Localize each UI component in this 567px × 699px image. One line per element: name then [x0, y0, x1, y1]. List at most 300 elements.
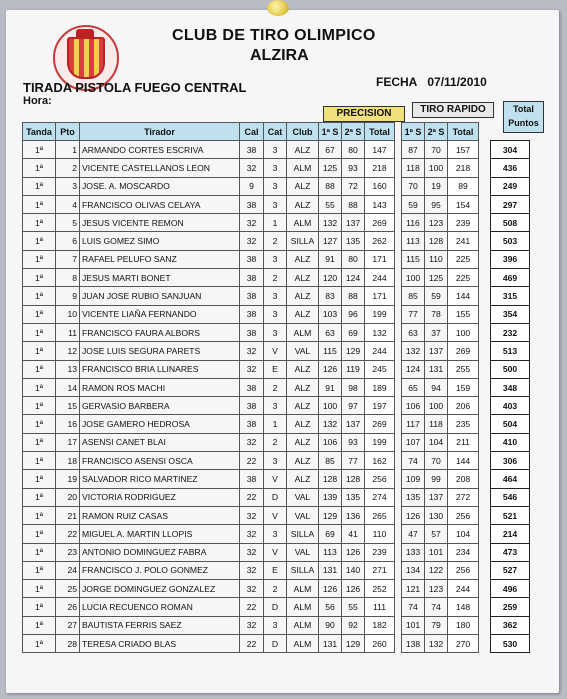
cell-rapido-s1: 70 — [402, 177, 425, 195]
cell-rapido-s2: 131 — [425, 360, 448, 378]
cell-precision-s1: 91 — [319, 250, 342, 268]
cell-rapido-total: 89 — [448, 177, 479, 195]
cell-precision-s2: 41 — [342, 525, 365, 543]
table-row — [23, 195, 530, 213]
cell-rapido-s1: 113 — [402, 232, 425, 250]
cell-cal: 32 — [240, 525, 264, 543]
cell-precision-s2: 93 — [342, 433, 365, 451]
table-row — [23, 561, 530, 579]
cell-precision-s1: 90 — [319, 616, 342, 634]
cell-pto: 14 — [56, 378, 80, 396]
cell-club: SILLA — [287, 525, 319, 543]
cell-precision-s2: 119 — [342, 360, 365, 378]
cell-tanda: 1ª — [23, 397, 56, 415]
cell-tanda: 1ª — [23, 141, 56, 159]
cell-precision-total: 271 — [365, 561, 395, 579]
cell-precision-s2: 129 — [342, 635, 365, 653]
cell-rapido-s1: 77 — [402, 305, 425, 323]
cell-precision-s2: 128 — [342, 470, 365, 488]
cell-club: SILLA — [287, 561, 319, 579]
pushpin-icon — [267, 0, 289, 16]
cell-club: ALZ — [287, 360, 319, 378]
cell-precision-s1: 106 — [319, 433, 342, 451]
cell-cal: 32 — [240, 214, 264, 232]
cell-tirador: LUCIA RECUENCO ROMAN — [80, 598, 240, 616]
cell-rapido-s1: 65 — [402, 378, 425, 396]
cell-precision-total: 182 — [365, 616, 395, 634]
cell-total-puntos: 496 — [491, 580, 530, 598]
cell-rapido-s1: 106 — [402, 397, 425, 415]
cell-pto: 24 — [56, 561, 80, 579]
cell-club: ALZ — [287, 141, 319, 159]
cell-tirador: VICTORIA RODRIGUEZ — [80, 488, 240, 506]
cell-rapido-s2: 118 — [425, 415, 448, 433]
cell-precision-s2: 126 — [342, 543, 365, 561]
cell-tanda: 1ª — [23, 360, 56, 378]
cell-precision-s1: 126 — [319, 360, 342, 378]
total-puntos-header: Total Puntos — [503, 101, 544, 133]
cell-cat: 3 — [264, 305, 287, 323]
cell-rapido-s1: 87 — [402, 141, 425, 159]
cell-tanda: 1ª — [23, 378, 56, 396]
cell-precision-s2: 124 — [342, 269, 365, 287]
cell-cal: 32 — [240, 506, 264, 524]
cell-rapido-s2: 100 — [425, 397, 448, 415]
cell-rapido-s1: 100 — [402, 269, 425, 287]
cell-tanda: 1ª — [23, 470, 56, 488]
cell-rapido-s2: 70 — [425, 141, 448, 159]
cell-rapido-s2: 59 — [425, 287, 448, 305]
table-row — [23, 616, 530, 634]
cell-rapido-s2: 79 — [425, 616, 448, 634]
table-row — [23, 397, 530, 415]
cell-tanda: 1ª — [23, 342, 56, 360]
cell-tanda: 1ª — [23, 580, 56, 598]
cell-rapido-total: 180 — [448, 616, 479, 634]
col-cal: Cal — [240, 123, 264, 141]
cell-precision-s1: 126 — [319, 580, 342, 598]
cell-club: ALZ — [287, 269, 319, 287]
cell-cat: 3 — [264, 250, 287, 268]
cell-cat: 1 — [264, 214, 287, 232]
cell-precision-s1: 120 — [319, 269, 342, 287]
table-row — [23, 323, 530, 341]
cell-total-puntos: 513 — [491, 342, 530, 360]
cell-pto: 18 — [56, 452, 80, 470]
cell-precision-s1: 127 — [319, 232, 342, 250]
cell-club: ALM — [287, 616, 319, 634]
cell-rapido-s2: 128 — [425, 232, 448, 250]
table-row — [23, 360, 530, 378]
cell-club: ALZ — [287, 195, 319, 213]
cell-tanda: 1ª — [23, 250, 56, 268]
cell-total-puntos: 469 — [491, 269, 530, 287]
cell-cat: D — [264, 598, 287, 616]
col-cat: Cat — [264, 123, 287, 141]
cell-cal: 38 — [240, 415, 264, 433]
cell-tirador: GERVASIO BARBERA — [80, 397, 240, 415]
cell-cat: 3 — [264, 141, 287, 159]
cell-cal: 32 — [240, 232, 264, 250]
cell-precision-s2: 55 — [342, 598, 365, 616]
cell-precision-total: 143 — [365, 195, 395, 213]
cell-total-puntos: 259 — [491, 598, 530, 616]
cell-rapido-s1: 134 — [402, 561, 425, 579]
cell-cat: 3 — [264, 452, 287, 470]
cell-cal: 22 — [240, 598, 264, 616]
cell-precision-s1: 103 — [319, 305, 342, 323]
cell-tanda: 1ª — [23, 635, 56, 653]
cell-cal: 32 — [240, 159, 264, 177]
cell-rapido-s1: 115 — [402, 250, 425, 268]
cell-precision-s1: 129 — [319, 506, 342, 524]
cell-tirador: BAUTISTA FERRIS SAEZ — [80, 616, 240, 634]
cell-rapido-total: 225 — [448, 250, 479, 268]
cell-cat: 2 — [264, 580, 287, 598]
cell-tirador: JOSE GAMERO HEDROSA — [80, 415, 240, 433]
cell-precision-s1: 132 — [319, 415, 342, 433]
cell-tanda: 1ª — [23, 488, 56, 506]
table-row — [23, 177, 530, 195]
cell-rapido-total: 211 — [448, 433, 479, 451]
cell-precision-s1: 125 — [319, 159, 342, 177]
cell-tanda: 1ª — [23, 159, 56, 177]
cell-pto: 15 — [56, 397, 80, 415]
cell-club: ALM — [287, 635, 319, 653]
cell-pto: 25 — [56, 580, 80, 598]
cell-precision-total: 199 — [365, 433, 395, 451]
cell-club: VAL — [287, 342, 319, 360]
cell-tanda: 1ª — [23, 452, 56, 470]
cell-cat: V — [264, 470, 287, 488]
cell-precision-total: 171 — [365, 287, 395, 305]
cell-club: ALZ — [287, 433, 319, 451]
cell-cal: 38 — [240, 378, 264, 396]
cell-precision-total: 262 — [365, 232, 395, 250]
cell-rapido-s2: 104 — [425, 433, 448, 451]
cell-pto: 2 — [56, 159, 80, 177]
cell-total-puntos: 521 — [491, 506, 530, 524]
cell-rapido-s2: 37 — [425, 323, 448, 341]
cell-precision-total: 162 — [365, 452, 395, 470]
hora-label: Hora: — [23, 95, 52, 107]
cell-rapido-s1: 59 — [402, 195, 425, 213]
cell-precision-total: 160 — [365, 177, 395, 195]
cell-precision-total: 197 — [365, 397, 395, 415]
table-row — [23, 214, 530, 232]
cell-rapido-s2: 125 — [425, 269, 448, 287]
cell-precision-s2: 93 — [342, 159, 365, 177]
cell-precision-s2: 92 — [342, 616, 365, 634]
cell-club: ALZ — [287, 470, 319, 488]
cell-rapido-s2: 78 — [425, 305, 448, 323]
cell-cal: 32 — [240, 360, 264, 378]
cell-club: ALM — [287, 598, 319, 616]
cell-precision-s2: 88 — [342, 195, 365, 213]
cell-tirador: LUIS GOMEZ SIMO — [80, 232, 240, 250]
cell-club: ALM — [287, 159, 319, 177]
cell-tanda: 1ª — [23, 305, 56, 323]
cell-club: VAL — [287, 488, 319, 506]
cell-precision-s2: 137 — [342, 415, 365, 433]
cell-cat: 3 — [264, 525, 287, 543]
cell-club: ALZ — [287, 397, 319, 415]
cell-tirador: FRANCISCO BRIA LLINARES — [80, 360, 240, 378]
cell-club: ALM — [287, 580, 319, 598]
cell-rapido-s1: 126 — [402, 506, 425, 524]
cell-precision-total: 132 — [365, 323, 395, 341]
cell-tirador: JOSE LUIS SEGURA PARETS — [80, 342, 240, 360]
cell-cal: 32 — [240, 342, 264, 360]
cell-tirador: JESUS VICENTE REMON — [80, 214, 240, 232]
cell-cat: 3 — [264, 287, 287, 305]
cell-tirador: FRANCISCO ASENSI OSCA — [80, 452, 240, 470]
cell-total-puntos: 500 — [491, 360, 530, 378]
cell-precision-s2: 137 — [342, 214, 365, 232]
table-row — [23, 415, 530, 433]
cell-tirador: RAMON RUIZ CASAS — [80, 506, 240, 524]
cell-precision-s1: 100 — [319, 397, 342, 415]
cell-precision-total: 244 — [365, 342, 395, 360]
cell-rapido-s2: 123 — [425, 214, 448, 232]
cell-precision-s1: 63 — [319, 323, 342, 341]
cell-precision-total: 171 — [365, 250, 395, 268]
cell-total-puntos: 464 — [491, 470, 530, 488]
cell-cat: D — [264, 488, 287, 506]
cell-precision-s2: 136 — [342, 506, 365, 524]
cell-cat: 2 — [264, 232, 287, 250]
cell-total-puntos: 249 — [491, 177, 530, 195]
cell-tirador: FRANCISCO J. POLO GONMEZ — [80, 561, 240, 579]
precision-group-header: PRECISION — [323, 106, 405, 122]
cell-cat: 2 — [264, 378, 287, 396]
cell-precision-s1: 85 — [319, 452, 342, 470]
cell-club: VAL — [287, 543, 319, 561]
table-row — [23, 269, 530, 287]
table-row — [23, 470, 530, 488]
cell-rapido-total: 148 — [448, 598, 479, 616]
cell-pto: 7 — [56, 250, 80, 268]
results-table — [22, 122, 530, 653]
cell-tanda: 1ª — [23, 287, 56, 305]
tiro-rapido-group-header: TIRO RAPIDO — [412, 102, 494, 118]
cell-pto: 27 — [56, 616, 80, 634]
cell-pto: 1 — [56, 141, 80, 159]
city-title: ALZIRA — [250, 47, 309, 64]
cell-tirador: SALVADOR RICO MARTINEZ — [80, 470, 240, 488]
cell-rapido-s1: 117 — [402, 415, 425, 433]
cell-tirador: JORGE DOMINGUEZ GONZALEZ — [80, 580, 240, 598]
table-row — [23, 598, 530, 616]
col-tirador: Tirador — [80, 123, 240, 141]
cell-tirador: ARMANDO CORTES ESCRIVA — [80, 141, 240, 159]
cell-precision-total: 111 — [365, 598, 395, 616]
cell-rapido-s2: 100 — [425, 159, 448, 177]
col-tanda: Tanda — [23, 123, 56, 141]
cell-cat: 2 — [264, 433, 287, 451]
cell-rapido-s2: 101 — [425, 543, 448, 561]
cell-tanda: 1ª — [23, 415, 56, 433]
cell-club: ALM — [287, 323, 319, 341]
cell-total-puntos: 315 — [491, 287, 530, 305]
cell-total-puntos: 503 — [491, 232, 530, 250]
table-row — [23, 250, 530, 268]
cell-club: ALZ — [287, 452, 319, 470]
col-rapido-s1: 1ª S — [402, 123, 425, 141]
cell-precision-s1: 88 — [319, 177, 342, 195]
cell-cal: 9 — [240, 177, 264, 195]
cell-total-puntos: 348 — [491, 378, 530, 396]
cell-rapido-s2: 99 — [425, 470, 448, 488]
cell-precision-s1: 128 — [319, 470, 342, 488]
cell-tanda: 1ª — [23, 232, 56, 250]
cell-precision-s2: 97 — [342, 397, 365, 415]
table-row — [23, 635, 530, 653]
cell-total-puntos: 527 — [491, 561, 530, 579]
cell-club: ALZ — [287, 378, 319, 396]
cell-pto: 13 — [56, 360, 80, 378]
cell-tanda: 1ª — [23, 323, 56, 341]
cell-rapido-s2: 137 — [425, 488, 448, 506]
cell-rapido-s2: 94 — [425, 378, 448, 396]
cell-tanda: 1ª — [23, 177, 56, 195]
col-precision-s1: 1ª S — [319, 123, 342, 141]
cell-rapido-s1: 121 — [402, 580, 425, 598]
cell-tirador: RAFAEL PELUFO SANZ — [80, 250, 240, 268]
cell-pto: 22 — [56, 525, 80, 543]
cell-cat: 3 — [264, 397, 287, 415]
club-title: CLUB DE TIRO OLIMPICO — [172, 27, 376, 44]
cell-tirador: ANTONIO DOMINGUEZ FABRA — [80, 543, 240, 561]
cell-pto: 11 — [56, 323, 80, 341]
cell-precision-total: 189 — [365, 378, 395, 396]
cell-rapido-s1: 74 — [402, 598, 425, 616]
cell-rapido-total: 235 — [448, 415, 479, 433]
cell-club: ALZ — [287, 305, 319, 323]
cell-cat: 3 — [264, 177, 287, 195]
col-rapido-total: Total — [448, 123, 479, 141]
cell-cal: 38 — [240, 470, 264, 488]
cell-cat: V — [264, 506, 287, 524]
cell-tirador: VICENTE LIAÑA FERNANDO — [80, 305, 240, 323]
cell-club: VAL — [287, 506, 319, 524]
cell-cat: 2 — [264, 269, 287, 287]
cell-tanda: 1ª — [23, 195, 56, 213]
cell-rapido-s1: 135 — [402, 488, 425, 506]
cell-rapido-total: 234 — [448, 543, 479, 561]
date-label: FECHA — [376, 75, 418, 89]
cell-rapido-s1: 109 — [402, 470, 425, 488]
cell-total-puntos: 473 — [491, 543, 530, 561]
cell-cal: 22 — [240, 635, 264, 653]
cell-cat: 3 — [264, 195, 287, 213]
cell-tirador: JESUS MARTI BONET — [80, 269, 240, 287]
table-row — [23, 342, 530, 360]
cell-rapido-total: 104 — [448, 525, 479, 543]
cell-cal: 38 — [240, 141, 264, 159]
cell-precision-total: 269 — [365, 214, 395, 232]
cell-precision-s1: 131 — [319, 635, 342, 653]
cell-precision-s2: 96 — [342, 305, 365, 323]
cell-rapido-s2: 130 — [425, 506, 448, 524]
cell-pto: 28 — [56, 635, 80, 653]
cell-cal: 32 — [240, 561, 264, 579]
cell-precision-s2: 126 — [342, 580, 365, 598]
cell-cal: 32 — [240, 543, 264, 561]
cell-tirador: VICENTE CASTELLANOS LEON — [80, 159, 240, 177]
cell-total-puntos: 232 — [491, 323, 530, 341]
cell-rapido-s1: 133 — [402, 543, 425, 561]
cell-pto: 20 — [56, 488, 80, 506]
cell-cat: 1 — [264, 415, 287, 433]
cell-rapido-s1: 116 — [402, 214, 425, 232]
cell-total-puntos: 297 — [491, 195, 530, 213]
cell-precision-s2: 88 — [342, 287, 365, 305]
table-row — [23, 305, 530, 323]
cell-rapido-s2: 122 — [425, 561, 448, 579]
cell-tirador: FRANCISCO FAURA ALBORS — [80, 323, 240, 341]
cell-rapido-s1: 47 — [402, 525, 425, 543]
cell-rapido-total: 255 — [448, 360, 479, 378]
cell-rapido-total: 256 — [448, 506, 479, 524]
cell-total-puntos: 396 — [491, 250, 530, 268]
cell-rapido-s2: 132 — [425, 635, 448, 653]
cell-pto: 9 — [56, 287, 80, 305]
cell-rapido-s2: 123 — [425, 580, 448, 598]
cell-precision-s1: 115 — [319, 342, 342, 360]
cell-cat: V — [264, 543, 287, 561]
col-club: Club — [287, 123, 319, 141]
cell-club: ALZ — [287, 287, 319, 305]
table-row — [23, 506, 530, 524]
cell-rapido-s1: 118 — [402, 159, 425, 177]
cell-tirador: ASENSI CANET BLAI — [80, 433, 240, 451]
cell-rapido-s1: 85 — [402, 287, 425, 305]
cell-rapido-s2: 110 — [425, 250, 448, 268]
cell-rapido-total: 144 — [448, 287, 479, 305]
cell-club: ALM — [287, 214, 319, 232]
cell-precision-s1: 67 — [319, 141, 342, 159]
cell-tirador: TERESA CRIADO BLAS — [80, 635, 240, 653]
cell-tirador: FRANCISCO OLIVAS CELAYA — [80, 195, 240, 213]
cell-rapido-s1: 138 — [402, 635, 425, 653]
cell-pto: 16 — [56, 415, 80, 433]
cell-tanda: 1ª — [23, 433, 56, 451]
cell-pto: 4 — [56, 195, 80, 213]
cell-precision-s1: 69 — [319, 525, 342, 543]
cell-cat: V — [264, 342, 287, 360]
cell-precision-s1: 139 — [319, 488, 342, 506]
cell-rapido-total: 239 — [448, 214, 479, 232]
event-title: TIRADA PISTOLA FUEGO CENTRAL — [23, 80, 247, 95]
table-row — [23, 452, 530, 470]
cell-precision-s2: 98 — [342, 378, 365, 396]
cell-total-puntos: 436 — [491, 159, 530, 177]
cell-rapido-total: 144 — [448, 452, 479, 470]
cell-precision-s2: 69 — [342, 323, 365, 341]
cell-rapido-s2: 19 — [425, 177, 448, 195]
cell-pto: 8 — [56, 269, 80, 287]
cell-tirador: JOSE. A. MOSCARDO — [80, 177, 240, 195]
cell-cat: E — [264, 360, 287, 378]
cell-total-puntos: 530 — [491, 635, 530, 653]
cell-total-puntos: 504 — [491, 415, 530, 433]
cell-cal: 38 — [240, 250, 264, 268]
cell-cat: D — [264, 635, 287, 653]
col-pto: Pto — [56, 123, 80, 141]
cell-precision-total: 252 — [365, 580, 395, 598]
cell-tanda: 1ª — [23, 561, 56, 579]
